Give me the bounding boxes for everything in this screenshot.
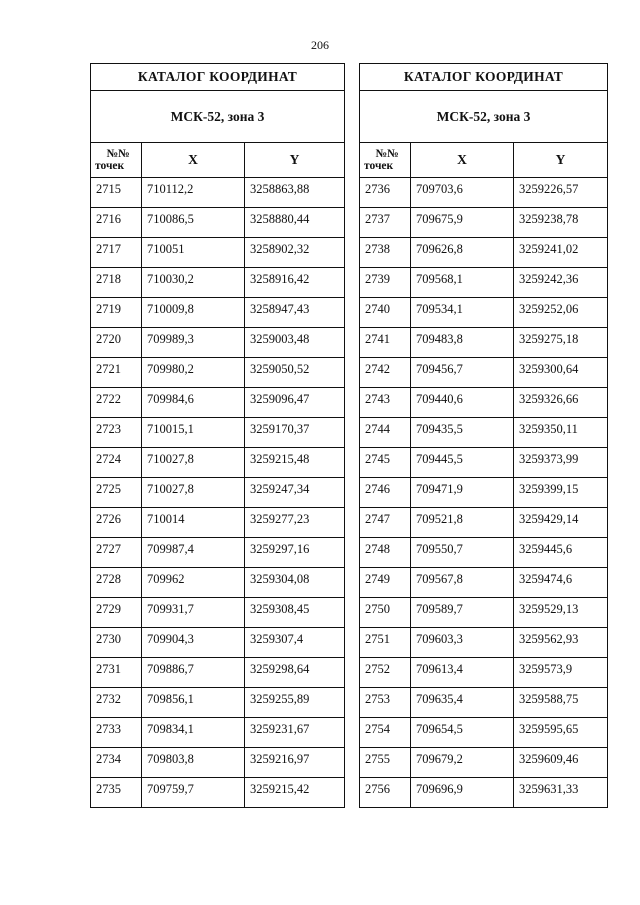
table-row (91, 268, 345, 298)
y-coordinate-cell: 3259350,11 (514, 418, 608, 448)
x-coordinate-cell: 710027,8 (142, 478, 245, 508)
y-coordinate-cell: 3259562,93 (514, 628, 608, 658)
point-number-cell: 2724 (91, 448, 142, 478)
table-row (360, 268, 608, 298)
table-row (360, 508, 608, 538)
y-coordinate-cell: 3258880,44 (245, 208, 345, 238)
y-coordinate-cell: 3259242,36 (514, 268, 608, 298)
x-coordinate-cell: 710086,5 (142, 208, 245, 238)
point-number-cell: 2744 (360, 418, 411, 448)
y-coordinate-cell: 3259298,64 (245, 658, 345, 688)
point-number-cell: 2729 (91, 598, 142, 628)
x-coordinate-cell: 710009,8 (142, 298, 245, 328)
x-coordinate-cell: 709987,4 (142, 538, 245, 568)
table-row (91, 598, 345, 628)
y-coordinate-cell: 3259373,99 (514, 448, 608, 478)
y-coordinate-cell: 3259300,64 (514, 358, 608, 388)
point-number-cell: 2730 (91, 628, 142, 658)
table-row (360, 328, 608, 358)
table-row (360, 388, 608, 418)
y-coordinate-cell: 3258902,32 (245, 238, 345, 268)
point-number-cell: 2755 (360, 748, 411, 778)
y-coordinate-cell: 3259277,23 (245, 508, 345, 538)
catalog-title: КАТАЛОГ КООРДИНАТ (360, 64, 608, 91)
x-coordinate-cell: 709635,4 (411, 688, 514, 718)
x-coordinate-cell: 709550,7 (411, 538, 514, 568)
point-number-cell: 2746 (360, 478, 411, 508)
x-coordinate-cell: 709456,7 (411, 358, 514, 388)
x-coordinate-cell: 709483,8 (411, 328, 514, 358)
y-coordinate-cell: 3259326,66 (514, 388, 608, 418)
header-num-line1: №№ (106, 148, 130, 160)
point-number-cell: 2727 (91, 538, 142, 568)
column-header-x: X (411, 143, 514, 178)
point-number-cell: 2736 (360, 178, 411, 208)
y-coordinate-cell: 3259247,34 (245, 478, 345, 508)
y-coordinate-cell: 3259573,9 (514, 658, 608, 688)
x-coordinate-cell: 709904,3 (142, 628, 245, 658)
point-number-cell: 2745 (360, 448, 411, 478)
x-coordinate-cell: 709834,1 (142, 718, 245, 748)
point-number-cell: 2749 (360, 568, 411, 598)
table-row (91, 658, 345, 688)
y-coordinate-cell: 3259275,18 (514, 328, 608, 358)
y-coordinate-cell: 3259308,45 (245, 598, 345, 628)
point-number-cell: 2738 (360, 238, 411, 268)
y-coordinate-cell: 3259231,67 (245, 718, 345, 748)
x-coordinate-cell: 709703,6 (411, 178, 514, 208)
y-coordinate-cell: 3259255,89 (245, 688, 345, 718)
x-coordinate-cell: 710051 (142, 238, 245, 268)
header-num-line1: №№ (375, 148, 399, 160)
header-num-line2: точек (95, 160, 125, 172)
point-number-cell: 2716 (91, 208, 142, 238)
y-coordinate-cell: 3259474,6 (514, 568, 608, 598)
point-number-cell: 2748 (360, 538, 411, 568)
catalog-title: КАТАЛОГ КООРДИНАТ (91, 64, 345, 91)
table-row (360, 658, 608, 688)
header-num-line2: точек (364, 160, 394, 172)
table-rows (91, 178, 345, 808)
table-row (360, 478, 608, 508)
point-number-cell: 2751 (360, 628, 411, 658)
catalog-subtitle: МСК-52, зона 3 (360, 91, 608, 143)
x-coordinate-cell: 710015,1 (142, 418, 245, 448)
table-row (91, 448, 345, 478)
point-number-cell: 2728 (91, 568, 142, 598)
x-coordinate-cell: 709984,6 (142, 388, 245, 418)
table-row (91, 748, 345, 778)
table-row (91, 568, 345, 598)
x-coordinate-cell: 709589,7 (411, 598, 514, 628)
page-number: 206 (311, 38, 329, 52)
table-row (360, 238, 608, 268)
x-coordinate-cell: 709534,1 (411, 298, 514, 328)
y-coordinate-cell: 3259429,14 (514, 508, 608, 538)
table-row (360, 748, 608, 778)
x-coordinate-cell: 709931,7 (142, 598, 245, 628)
point-number-cell: 2721 (91, 358, 142, 388)
point-number-cell: 2737 (360, 208, 411, 238)
point-number-cell: 2743 (360, 388, 411, 418)
point-number-cell: 2731 (91, 658, 142, 688)
table-row (360, 778, 608, 808)
x-coordinate-cell: 709856,1 (142, 688, 245, 718)
table-row (360, 298, 608, 328)
point-number-cell: 2718 (91, 268, 142, 298)
table-rows (360, 178, 608, 808)
table-row (360, 718, 608, 748)
table-row (91, 208, 345, 238)
point-number-cell: 2726 (91, 508, 142, 538)
coordinate-catalog-table-right (359, 63, 608, 808)
x-coordinate-cell: 709440,6 (411, 388, 514, 418)
y-coordinate-cell: 3259529,13 (514, 598, 608, 628)
table-row (91, 628, 345, 658)
x-coordinate-cell: 709675,9 (411, 208, 514, 238)
table-row (91, 538, 345, 568)
point-number-cell: 2754 (360, 718, 411, 748)
table-row (91, 328, 345, 358)
y-coordinate-cell: 3259304,08 (245, 568, 345, 598)
x-coordinate-cell: 709435,5 (411, 418, 514, 448)
y-coordinate-cell: 3259307,4 (245, 628, 345, 658)
point-number-cell: 2756 (360, 778, 411, 808)
y-coordinate-cell: 3259609,46 (514, 748, 608, 778)
column-header-point-number (91, 143, 142, 178)
point-number-cell: 2715 (91, 178, 142, 208)
table-row (360, 568, 608, 598)
table-row (91, 508, 345, 538)
point-number-cell: 2752 (360, 658, 411, 688)
x-coordinate-cell: 709613,4 (411, 658, 514, 688)
x-coordinate-cell: 709980,2 (142, 358, 245, 388)
table-row (360, 688, 608, 718)
table-row (91, 298, 345, 328)
x-coordinate-cell: 710030,2 (142, 268, 245, 298)
point-number-cell: 2717 (91, 238, 142, 268)
table-row (91, 238, 345, 268)
x-coordinate-cell: 709886,7 (142, 658, 245, 688)
x-coordinate-cell: 709696,9 (411, 778, 514, 808)
point-number-cell: 2723 (91, 418, 142, 448)
table-row (360, 358, 608, 388)
x-coordinate-cell: 709679,2 (411, 748, 514, 778)
y-coordinate-cell: 3259216,97 (245, 748, 345, 778)
y-coordinate-cell: 3259631,33 (514, 778, 608, 808)
x-coordinate-cell: 709654,5 (411, 718, 514, 748)
y-coordinate-cell: 3259215,42 (245, 778, 345, 808)
column-header-point-number (360, 143, 411, 178)
x-coordinate-cell: 710014 (142, 508, 245, 538)
x-coordinate-cell: 710112,2 (142, 178, 245, 208)
y-coordinate-cell: 3258863,88 (245, 178, 345, 208)
y-coordinate-cell: 3259399,15 (514, 478, 608, 508)
column-header-y: Y (245, 143, 345, 178)
point-number-cell: 2742 (360, 358, 411, 388)
x-coordinate-cell: 709445,5 (411, 448, 514, 478)
y-coordinate-cell: 3259170,37 (245, 418, 345, 448)
table-row (360, 178, 608, 208)
y-coordinate-cell: 3259252,06 (514, 298, 608, 328)
y-coordinate-cell: 3259588,75 (514, 688, 608, 718)
x-coordinate-cell: 709989,3 (142, 328, 245, 358)
point-number-cell: 2750 (360, 598, 411, 628)
point-number-cell: 2739 (360, 268, 411, 298)
table-row (91, 718, 345, 748)
point-number-cell: 2720 (91, 328, 142, 358)
y-coordinate-cell: 3259050,52 (245, 358, 345, 388)
table-row (360, 538, 608, 568)
y-coordinate-cell: 3258947,43 (245, 298, 345, 328)
y-coordinate-cell: 3259595,65 (514, 718, 608, 748)
y-coordinate-cell: 3259241,02 (514, 238, 608, 268)
column-header-y: Y (514, 143, 608, 178)
y-coordinate-cell: 3258916,42 (245, 268, 345, 298)
point-number-cell: 2734 (91, 748, 142, 778)
x-coordinate-cell: 709626,8 (411, 238, 514, 268)
point-number-cell: 2732 (91, 688, 142, 718)
point-number-cell: 2722 (91, 388, 142, 418)
x-coordinate-cell: 709567,8 (411, 568, 514, 598)
table-row (91, 418, 345, 448)
y-coordinate-cell: 3259096,47 (245, 388, 345, 418)
y-coordinate-cell: 3259003,48 (245, 328, 345, 358)
point-number-cell: 2753 (360, 688, 411, 718)
y-coordinate-cell: 3259238,78 (514, 208, 608, 238)
point-number-cell: 2740 (360, 298, 411, 328)
column-header-x: X (142, 143, 245, 178)
point-number-cell: 2719 (91, 298, 142, 328)
x-coordinate-cell: 709568,1 (411, 268, 514, 298)
y-coordinate-cell: 3259215,48 (245, 448, 345, 478)
point-number-cell: 2741 (360, 328, 411, 358)
table-row (91, 778, 345, 808)
x-coordinate-cell: 709521,8 (411, 508, 514, 538)
point-number-cell: 2747 (360, 508, 411, 538)
y-coordinate-cell: 3259445,6 (514, 538, 608, 568)
table-row (91, 478, 345, 508)
table-row (91, 358, 345, 388)
table-row (360, 598, 608, 628)
table-row (360, 448, 608, 478)
x-coordinate-cell: 709962 (142, 568, 245, 598)
table-row (91, 178, 345, 208)
y-coordinate-cell: 3259226,57 (514, 178, 608, 208)
table-row (360, 418, 608, 448)
catalog-subtitle: МСК-52, зона 3 (91, 91, 345, 143)
coordinate-catalog-table-left (90, 63, 345, 808)
x-coordinate-cell: 709803,8 (142, 748, 245, 778)
table-row (360, 628, 608, 658)
y-coordinate-cell: 3259297,16 (245, 538, 345, 568)
table-row (91, 388, 345, 418)
x-coordinate-cell: 710027,8 (142, 448, 245, 478)
x-coordinate-cell: 709759,7 (142, 778, 245, 808)
point-number-cell: 2725 (91, 478, 142, 508)
x-coordinate-cell: 709471,9 (411, 478, 514, 508)
point-number-cell: 2733 (91, 718, 142, 748)
table-row (91, 688, 345, 718)
point-number-cell: 2735 (91, 778, 142, 808)
x-coordinate-cell: 709603,3 (411, 628, 514, 658)
table-row (360, 208, 608, 238)
